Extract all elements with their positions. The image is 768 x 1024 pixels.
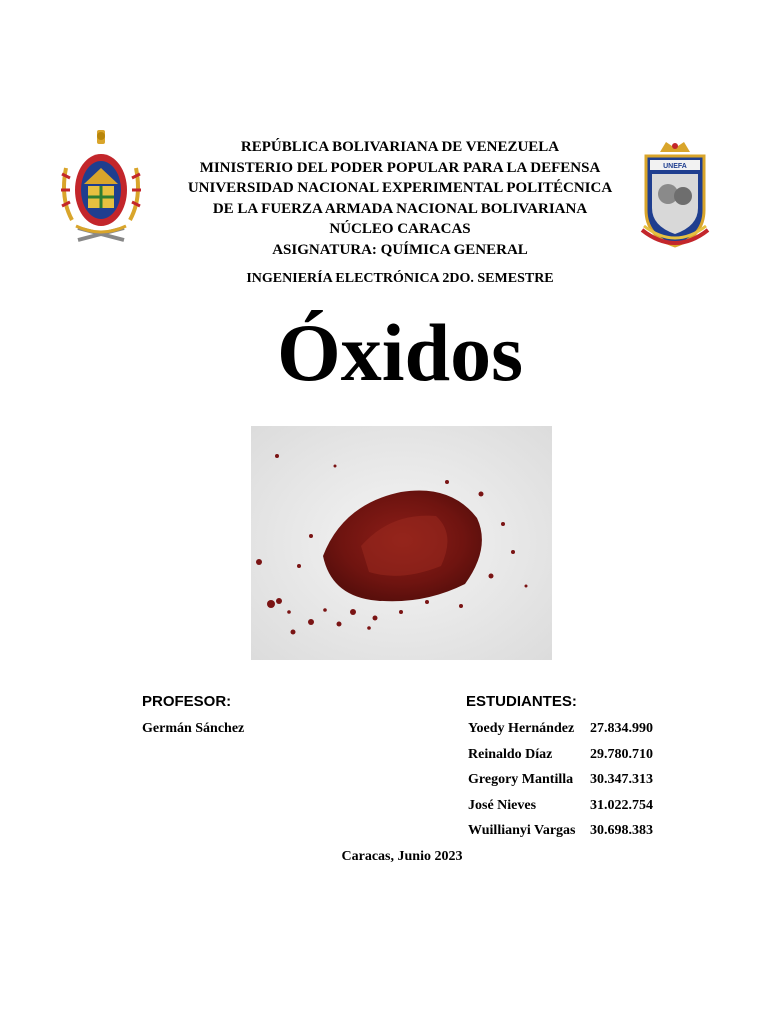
header-line: DE LA FUERZA ARMADA NACIONAL BOLIVARIANA	[212, 200, 588, 217]
student-name: Wuillianyi Vargas	[468, 823, 576, 838]
student-id: 27.834.990	[590, 721, 653, 736]
student-row	[466, 772, 686, 798]
institution-header	[150, 137, 650, 261]
program-subtitle: INGENIERÍA ELECTRÓNICA 2DO. SEMESTRE	[246, 271, 554, 286]
header-line: UNIVERSIDAD NACIONAL EXPERIMENTAL POLITÉCNICA	[187, 180, 613, 197]
student-name: Gregory Mantilla	[468, 772, 574, 787]
place-date: Caracas, Junio 2023	[341, 849, 463, 864]
page-title: Óxidos	[276, 307, 524, 398]
student-id: 30.698.383	[590, 823, 653, 838]
header-line: REPÚBLICA BOLIVARIANA DE VENEZUELA	[240, 139, 560, 155]
student-id: 30.347.313	[590, 772, 653, 787]
iron-oxide-powder-photo	[251, 426, 552, 660]
students-list	[466, 721, 686, 849]
header-line: NÚCLEO CARACAS	[329, 221, 471, 238]
student-row	[466, 798, 686, 824]
header-line: MINISTERIO DEL PODER POPULAR PARA LA DEFENSA	[199, 159, 601, 176]
student-name: Yoedy Hernández	[468, 721, 575, 736]
professor-label: PROFESOR:	[142, 693, 232, 710]
university-crest-left-icon	[58, 128, 144, 253]
students-label: ESTUDIANTES:	[466, 693, 577, 710]
student-name: Reinaldo Díaz	[468, 746, 553, 762]
student-id: 31.022.754	[590, 797, 653, 813]
student-name: José Nieves	[468, 797, 537, 813]
student-row	[466, 823, 686, 849]
student-row	[466, 721, 686, 747]
professor-name: Germán Sánchez	[142, 721, 245, 736]
header-line: ASIGNATURA: QUÍMICA GENERAL	[272, 241, 528, 258]
crest-banner-text: UNEFA	[663, 163, 687, 170]
student-id: 29.780.710	[590, 746, 653, 762]
student-row	[466, 747, 686, 773]
